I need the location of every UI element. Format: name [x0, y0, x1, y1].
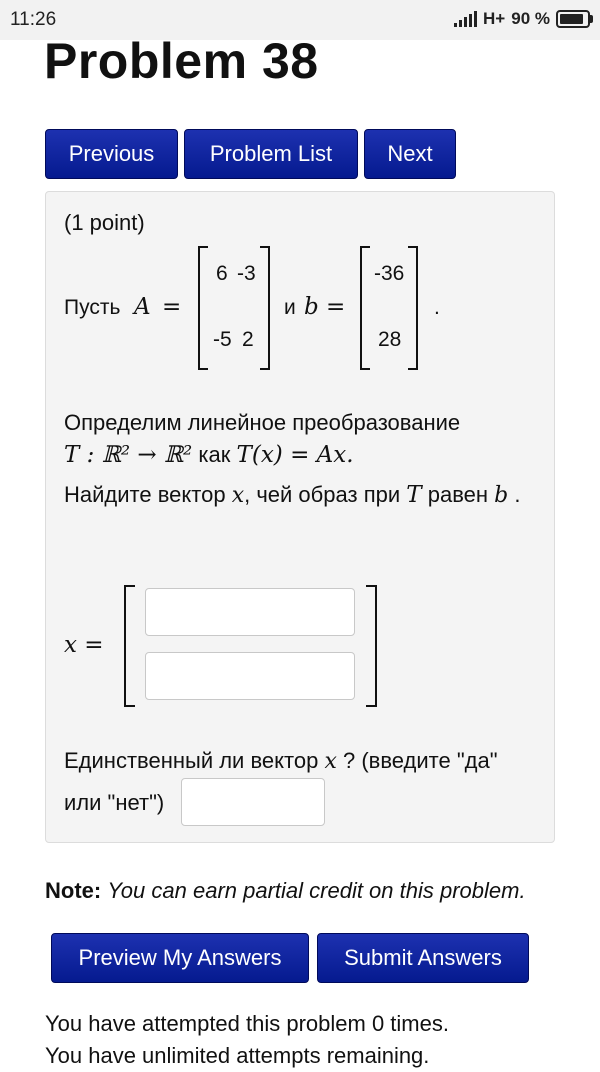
page-title: Problem 38: [44, 33, 319, 89]
note: [45, 878, 526, 904]
find-text-1: Найдите вектор: [64, 482, 226, 507]
problem-nav: [45, 129, 456, 179]
network-type: H+: [483, 9, 506, 28]
x-left-bracket: [124, 585, 135, 707]
vector-b-cell: 28: [378, 328, 402, 351]
unique-question: [64, 748, 498, 774]
matrix-a-left-bracket: [198, 246, 208, 370]
attempts-line-2: You have unlimited attempts remaining.: [45, 1043, 430, 1068]
find-text-4: .: [514, 482, 521, 507]
battery-icon: [556, 10, 590, 28]
attempts-line-1: You have attempted this problem 0 times.: [45, 1011, 449, 1036]
status-time: 11:26: [10, 9, 57, 30]
vector-b-cell: -36: [374, 262, 405, 285]
find-text: [64, 482, 521, 508]
T-def: T : ℝ² → ℝ²: [64, 442, 193, 468]
vector-b-right-bracket: [408, 246, 418, 370]
answer-actions: [51, 933, 529, 983]
problem-box: [45, 191, 555, 843]
unique-text-3: или "нет"): [64, 790, 165, 815]
define-text: Определим линейное преобразование: [64, 410, 461, 435]
let-word: Пусть: [64, 296, 121, 319]
submit-answers-button[interactable]: Submit Answers: [317, 933, 529, 983]
attempts-info: [45, 1008, 449, 1072]
battery-fill: [560, 14, 583, 24]
var-A: A: [134, 294, 151, 320]
matrix-a-right-bracket: [260, 246, 270, 370]
and-word: и: [284, 296, 296, 319]
T-formula: T(x) = Ax.: [236, 442, 354, 468]
unique-answer-input[interactable]: [181, 778, 325, 826]
preview-answers-button[interactable]: Preview My Answers: [51, 933, 309, 983]
unique-text-1: Единственный ли вектор: [64, 748, 319, 773]
battery-percent: 90 %: [511, 9, 550, 28]
var-T: T: [406, 482, 422, 508]
var-b-2: b: [494, 483, 509, 508]
transform-def: [64, 442, 354, 468]
vector-b-left-bracket: [360, 246, 370, 370]
find-text-3: равен: [427, 482, 489, 507]
matrix-a-cell: -3: [237, 262, 256, 285]
x-input-1[interactable]: [145, 588, 355, 636]
points-label: (1 point): [64, 210, 145, 235]
matrix-a-cell: -5: [213, 328, 232, 351]
var-b: b: [304, 294, 319, 320]
note-label: Note:: [45, 878, 102, 903]
period: .: [434, 296, 440, 319]
matrix-line: [64, 244, 544, 374]
as-word: как: [198, 442, 231, 467]
status-right: [454, 9, 590, 29]
var-x-2: x: [324, 749, 337, 774]
note-text: You can earn partial credit on this problem.: [107, 878, 526, 903]
matrix-a-cell: 2: [242, 328, 254, 351]
unique-text-2: ? (введите "да": [342, 748, 498, 773]
equals-A: =: [162, 294, 182, 320]
var-x: x: [231, 483, 245, 508]
equals-b: =: [326, 294, 346, 320]
problem-list-button[interactable]: Problem List: [184, 129, 358, 179]
x-label: x =: [64, 632, 104, 658]
signal-icon: [454, 11, 477, 27]
previous-button[interactable]: Previous: [45, 129, 178, 179]
next-button[interactable]: Next: [364, 129, 456, 179]
find-text-2: , чей образ при: [244, 482, 401, 507]
x-right-bracket: [366, 585, 377, 707]
x-input-2[interactable]: [145, 652, 355, 700]
matrix-a-cell: 6: [216, 262, 228, 285]
